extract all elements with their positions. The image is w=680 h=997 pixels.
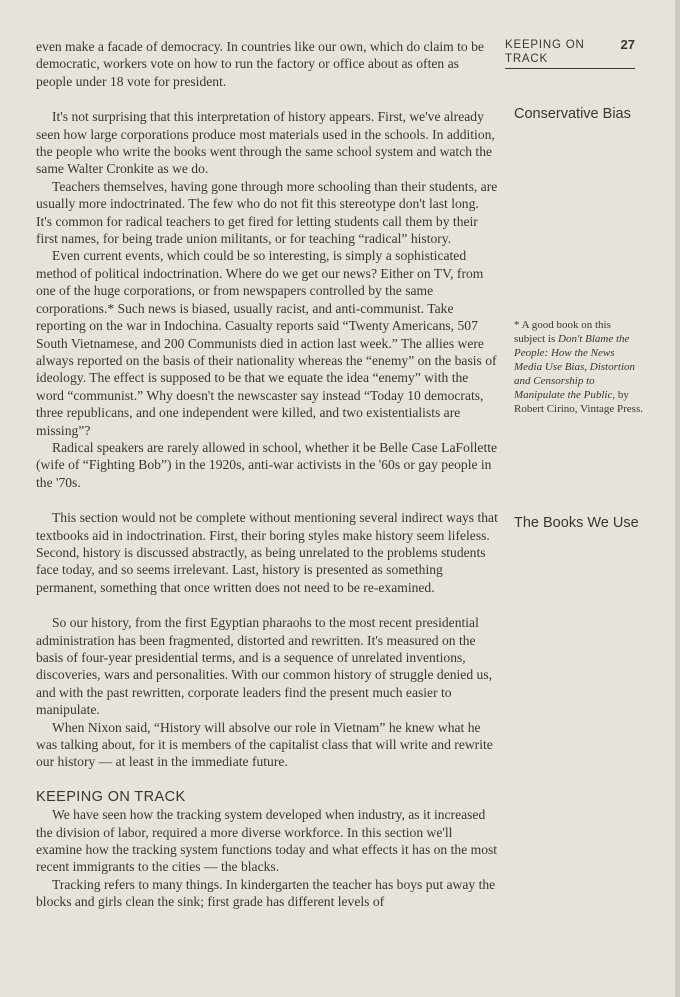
paragraph: We have seen how the tracking system developed when industry, as it increased the division of labor, required a more diverse workforce. In this section we'll examine how the tracking system functions today and what effects it has on the most recent immigrants to the cities — the blacks. — [36, 807, 498, 875]
footnote-lead: * A good book on this subject is — [514, 319, 611, 345]
section-conservative-bias — [36, 108, 498, 491]
paragraph: Tracking refers to many things. In kindergarten the teacher has boys put away the blocks and girls clean the sink; first grade has different levels of — [36, 876, 496, 910]
paragraph: When Nixon said, “History will absolve our role in Vietnam” he knew what he was talking about, for it is members of the capitalist class that will write and rewrite our history — at least in the immediate future. — [36, 719, 493, 770]
top-paragraph: even make a facade of democracy. In countries like our own, which do claim to be democratic, workers vote on how to run the factory or office about as often as people under 18 vote for president. — [36, 39, 484, 89]
paragraph: So our history, from the first Egyptian pharaohs to the most recent presidential administration has been fragmented, distorted and rewritten. It's measured on the basis of four-year presidential terms, and is a sequence of unrelated inventions, discoveries, wars and personalities. With our common history of struggle denied us, and with the past rewritten, corporate leaders find the present much easier to manipulate. — [36, 615, 493, 718]
section-heading: KEEPING ON TRACK — [36, 788, 186, 805]
footnote-tail: by Robert Cirino, Vintage Press. — [514, 389, 643, 415]
section-the-books-we-use — [36, 509, 498, 596]
running-head-title-line1: KEEPING ON — [505, 39, 585, 51]
sidehead-the-books-we-use: The Books We Use — [514, 515, 639, 531]
paragraph: Even current events, which could be so interesting, is simply a sophisticated method of political indoctrination. Where do we get our news? Either on TV, from one of the huge corporations, or from newspapers controlled by the same corporations.* Such news is biased, usually racist, and anti-communist. Take reporting on the war in Indochina. Casualty reports said “Twenty Americans, 507 South Vietnamese, and 200 Communists died in action last week.” The allies were always reported on the basis of their nationality whereas the “enemy” on the basis of ideology. The effect is supposed to be that we equate the idea “enemy” with the word “communist.” Why doesn't the newscaster say instead “Today 10 democrats, three republicans, and one independent were killed, and two existentialists are missing”? — [36, 248, 497, 438]
running-head — [505, 38, 635, 69]
paragraph: It's not surprising that this interpretation of history appears. First, we've already seen how large corporations produce most materials used in the schools. In addition, the people who write the books went through the same school system and watch the same Walter Cronkite as we do. — [36, 109, 495, 177]
sidehead-conservative-bias: Conservative Bias — [514, 106, 631, 122]
section-history-rewritten — [36, 614, 498, 771]
paragraph: Teachers themselves, having gone through more schooling than their students, are usually more indoctrinated. The few who do not fit this stereotype don't last long. It's common for radical teachers to get fired for letting students call them by their first names, for being trade union militants, or for teaching “radical” history. — [36, 178, 498, 247]
page-number: 27 — [620, 37, 635, 52]
footnote — [514, 318, 644, 416]
paragraph: This section would not be complete without mentioning several indirect ways that textbooks aid in indoctrination. First, their boring styles make history seem lifeless. Second, history is discussed abstractly, as being unrelated to the problems students face today, and so seems irrelevant. Last, history is presented as something permanent, something that once written does not need to be re-examined. — [36, 510, 498, 595]
main-text-column — [36, 38, 498, 911]
paragraph: Radical speakers are rarely allowed in school, whether it be Belle Case LaFollette (wife of “Fighting Bob”) in the 1920s, anti-war activists in the '60s or gay people in the '70s. — [36, 439, 498, 490]
running-head-title-line2: TRACK — [505, 53, 548, 65]
section-keeping-on-track — [36, 789, 498, 911]
footnote-book-title: Don't Blame the People: How the News Media Use Bias, Distortion and Censorship to Manipulate the Public, — [514, 333, 635, 401]
page-edge — [675, 0, 680, 997]
